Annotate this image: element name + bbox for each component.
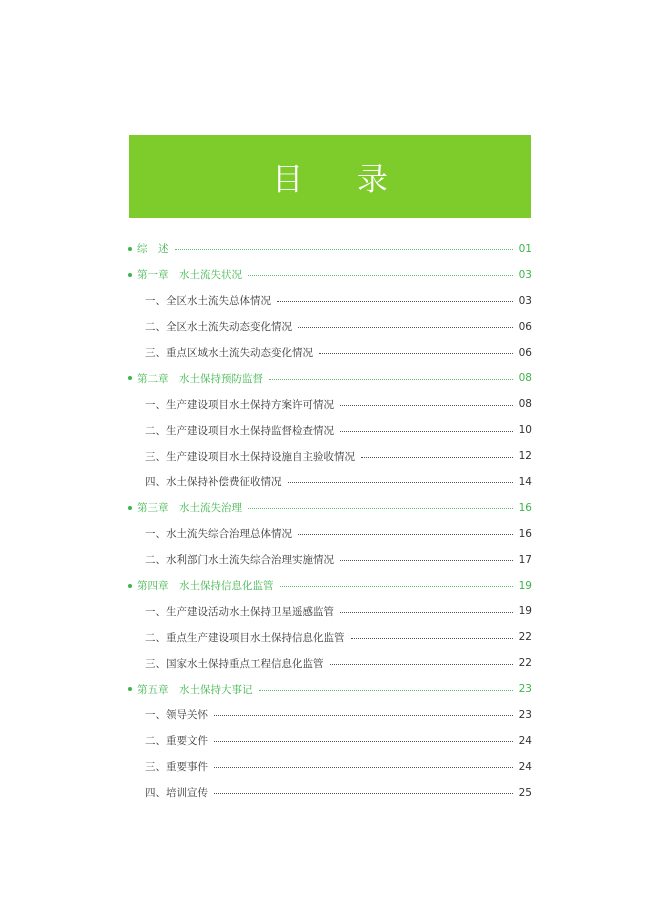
toc-entry-label: 第一章 水土流失状况 <box>137 269 242 282</box>
toc-page-number: 01 <box>518 242 532 255</box>
toc-page-number: 17 <box>518 553 532 566</box>
dot-leader <box>298 534 513 535</box>
toc-section-entry[interactable] <box>128 598 532 624</box>
toc-entry-label: 第二章 水土保持预防监督 <box>137 372 263 385</box>
toc-chapter-entry[interactable] <box>128 573 532 599</box>
title-banner <box>129 135 531 218</box>
toc-entry-label: 三、重要事件 <box>145 761 208 774</box>
toc-page-number: 06 <box>518 346 532 359</box>
toc-page-number: 08 <box>518 372 532 385</box>
dot-leader <box>214 793 513 794</box>
bullet-icon <box>128 687 132 691</box>
toc-section-entry[interactable] <box>128 443 532 469</box>
toc-chapter-entry[interactable] <box>128 495 532 521</box>
dot-leader <box>259 690 514 691</box>
toc-chapter-entry[interactable] <box>128 365 532 391</box>
toc-section-entry[interactable] <box>128 288 532 314</box>
toc-page-number: 22 <box>518 631 532 644</box>
toc-entry-label: 三、生产建设项目水土保持设施自主验收情况 <box>145 450 355 463</box>
toc-entry-label: 二、生产建设项目水土保持监督检查情况 <box>145 424 334 437</box>
dot-leader <box>248 275 513 276</box>
toc-section-entry[interactable] <box>128 547 532 573</box>
toc-entry-label: 四、培训宣传 <box>145 787 208 800</box>
toc-entry-label: 一、生产建设活动水土保持卫星遥感监管 <box>145 605 334 618</box>
toc-section-entry[interactable] <box>128 417 532 443</box>
toc-chapter-entry[interactable] <box>128 676 532 702</box>
dot-leader <box>280 586 514 587</box>
toc-page-number: 16 <box>518 501 532 514</box>
toc-entry-label: 二、水利部门水土流失综合治理实施情况 <box>145 554 334 567</box>
toc-page-number: 25 <box>518 786 532 799</box>
toc-section-entry[interactable] <box>128 314 532 340</box>
toc-page-number: 03 <box>518 268 532 281</box>
table-of-contents <box>128 236 532 806</box>
toc-section-entry[interactable] <box>128 780 532 806</box>
toc-section-entry[interactable] <box>128 728 532 754</box>
toc-entry-label: 一、全区水土流失总体情况 <box>145 295 271 308</box>
bullet-icon <box>128 273 132 277</box>
dot-leader <box>269 379 513 380</box>
dot-leader <box>319 353 513 354</box>
dot-leader <box>340 431 513 432</box>
dot-leader <box>248 508 513 509</box>
toc-page-number: 23 <box>518 708 532 721</box>
dot-leader <box>340 405 513 406</box>
toc-entry-label: 第三章 水土流失治理 <box>137 502 242 515</box>
dot-leader <box>351 638 514 639</box>
toc-chapter-entry[interactable] <box>128 262 532 288</box>
toc-page-number: 23 <box>518 683 532 696</box>
toc-page-number: 10 <box>518 424 532 437</box>
dot-leader <box>340 560 513 561</box>
toc-entry-label: 第四章 水土保持信息化监管 <box>137 580 274 593</box>
toc-entry-label: 一、水土流失综合治理总体情况 <box>145 528 292 541</box>
toc-section-entry[interactable] <box>128 624 532 650</box>
page-title: 目 录 <box>272 162 410 198</box>
dot-leader <box>214 741 513 742</box>
toc-entry-label: 二、重要文件 <box>145 735 208 748</box>
toc-page-number: 03 <box>518 294 532 307</box>
bullet-icon <box>128 506 132 510</box>
toc-section-entry[interactable] <box>128 391 532 417</box>
toc-entry-label: 一、生产建设项目水土保持方案许可情况 <box>145 398 334 411</box>
toc-page-number: 22 <box>518 657 532 670</box>
dot-leader <box>330 664 514 665</box>
dot-leader <box>288 482 514 483</box>
toc-page-number: 24 <box>518 734 532 747</box>
toc-section-entry[interactable] <box>128 469 532 495</box>
toc-page-number: 19 <box>518 579 532 592</box>
toc-section-entry[interactable] <box>128 521 532 547</box>
bullet-icon <box>128 376 132 380</box>
toc-entry-label: 综 述 <box>137 243 169 256</box>
dot-leader <box>361 457 513 458</box>
toc-entry-label: 二、全区水土流失动态变化情况 <box>145 321 292 334</box>
bullet-icon <box>128 584 132 588</box>
dot-leader <box>214 767 513 768</box>
toc-section-entry[interactable] <box>128 650 532 676</box>
toc-page-number: 14 <box>518 475 532 488</box>
toc-page-number: 16 <box>518 527 532 540</box>
toc-entry-label: 二、重点生产建设项目水土保持信息化监管 <box>145 631 345 644</box>
toc-page-number: 12 <box>518 450 532 463</box>
dot-leader <box>277 301 513 302</box>
toc-chapter-entry[interactable] <box>128 236 532 262</box>
toc-entry-label: 一、领导关怀 <box>145 709 208 722</box>
dot-leader <box>298 327 513 328</box>
dot-leader <box>214 715 513 716</box>
toc-page-number: 06 <box>518 320 532 333</box>
toc-section-entry[interactable] <box>128 754 532 780</box>
bullet-icon <box>128 247 132 251</box>
toc-page-number: 08 <box>518 398 532 411</box>
toc-section-entry[interactable] <box>128 340 532 366</box>
toc-entry-label: 四、水土保持补偿费征收情况 <box>145 476 282 489</box>
toc-entry-label: 三、重点区域水土流失动态变化情况 <box>145 347 313 359</box>
toc-entry-label: 三、国家水土保持重点工程信息化监管 <box>145 657 324 670</box>
toc-section-entry[interactable] <box>128 702 532 728</box>
dot-leader <box>340 612 513 613</box>
dot-leader <box>175 249 514 250</box>
toc-page-number: 19 <box>518 605 532 618</box>
toc-entry-label: 第五章 水土保持大事记 <box>137 683 253 696</box>
toc-page-number: 24 <box>518 760 532 773</box>
